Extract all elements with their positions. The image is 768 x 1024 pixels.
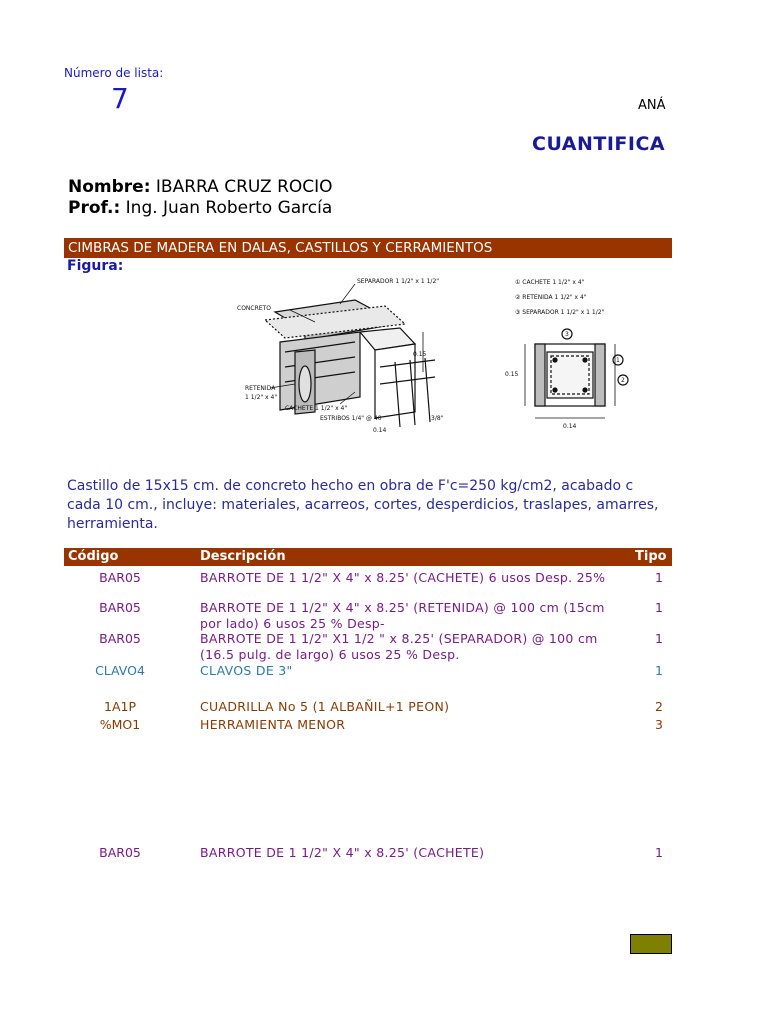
header-code: Código	[68, 549, 119, 564]
row-description	[200, 663, 640, 679]
item-description	[67, 477, 672, 534]
row-code: BAR05	[99, 600, 141, 615]
row-description-line: CLAVOS DE 3"	[200, 663, 293, 678]
row-type: 1	[655, 600, 663, 615]
marker-1: 1	[616, 357, 620, 364]
table-header	[64, 548, 672, 566]
row-type: 1	[655, 570, 663, 585]
row-type: 3	[655, 717, 663, 732]
description-line-1: Castillo de 15x15 cm. de concreto hecho en obra de F'c=250 kg/cm2, acabado c	[67, 478, 634, 494]
label-retenida: RETENIDA	[245, 385, 276, 392]
description-line-2: cada 10 cm., incluye: materiales, acarreos, cortes, desperdicios, traslapes, amarres,	[67, 497, 659, 513]
section-height-label: 0.15	[505, 371, 519, 378]
label-concreto: CONCRETO	[237, 305, 271, 312]
row-description	[200, 845, 640, 861]
row-type: 2	[655, 699, 663, 714]
row-description	[200, 631, 640, 663]
header-type: Tipo	[635, 549, 667, 564]
legend-3: ③ SEPARADOR 1 1/2" x 1 1/2"	[515, 309, 605, 316]
page-title: CUANTIFICA	[532, 133, 666, 155]
label-dim-38: 3/8"	[431, 415, 444, 422]
name-key: Nombre:	[68, 177, 151, 197]
row-code: BAR05	[99, 845, 141, 860]
row-type: 1	[655, 845, 663, 860]
label-dim-015: 0.15	[413, 351, 427, 358]
row-type: 1	[655, 631, 663, 646]
label-cachete: CACHETE 1 1/2" x 4"	[285, 405, 348, 412]
marker-3: 3	[565, 331, 569, 338]
row-description-line: CUADRILLA No 5 (1 ALBAÑIL+1 PEON)	[200, 699, 450, 714]
list-number: 7	[111, 82, 129, 115]
label-dim-014: 0.14	[373, 427, 387, 434]
section-title-bar: CIMBRAS DE MADERA EN DALAS, CASTILLOS Y CERRAMIENTOS	[64, 238, 672, 258]
olive-cell	[630, 934, 672, 954]
row-description-line: BARROTE DE 1 1/2" X1 1/2 " x 8.25' (SEPARADOR) @ 100 cm	[200, 631, 598, 646]
formwork-drawing	[235, 272, 655, 447]
row-description-line: (16.5 pulg. de largo) 6 usos 25 % Desp.	[200, 647, 460, 662]
prof-value: Ing. Juan Roberto García	[125, 198, 333, 218]
header-description: Descripción	[200, 549, 286, 564]
prof-key: Prof.:	[68, 198, 121, 218]
row-type: 1	[655, 663, 663, 678]
list-number-label: Número de lista:	[64, 66, 164, 80]
row-description-line: por lado) 6 usos 25 % Desp-	[200, 616, 385, 631]
row-description	[200, 717, 640, 733]
row-description-line: BARROTE DE 1 1/2" X 4" x 8.25' (CACHETE)	[200, 845, 485, 860]
figure-label: Figura:	[67, 258, 124, 274]
row-description	[200, 699, 640, 715]
analysis-label: ANÁ	[638, 98, 666, 113]
name-value: IBARRA CRUZ ROCIO	[155, 177, 333, 197]
row-code: CLAVO4	[95, 663, 145, 678]
professor-line	[68, 198, 332, 218]
label-separador: SEPARADOR 1 1/2" x 1 1/2"	[357, 278, 440, 285]
label-estribos: ESTRIBOS 1/4" @ 40	[320, 415, 382, 422]
row-description	[200, 600, 640, 632]
description-line-3: herramienta.	[67, 516, 158, 532]
student-name-line	[68, 177, 333, 197]
row-description-line: BARROTE DE 1 1/2" X 4" x 8.25' (RETENIDA) @ 100 cm (15cm	[200, 600, 605, 615]
row-code: BAR05	[99, 631, 141, 646]
row-description-line: BARROTE DE 1 1/2" X 4" x 8.25' (CACHETE) 6 usos Desp. 25%	[200, 570, 606, 585]
legend-1: ① CACHETE 1 1/2" x 4"	[515, 279, 585, 286]
section-width-label: 0.14	[563, 423, 577, 430]
row-code: %MO1	[99, 717, 141, 732]
row-description-line: HERRAMIENTA MENOR	[200, 717, 346, 732]
section-view	[525, 329, 628, 418]
legend-2: ② RETENIDA 1 1/2" x 4"	[515, 294, 587, 301]
label-retenida-size: 1 1/2" x 4"	[245, 394, 278, 401]
marker-2: 2	[621, 377, 625, 384]
row-code: BAR05	[99, 570, 141, 585]
row-description	[200, 570, 640, 586]
row-code: 1A1P	[104, 699, 136, 714]
